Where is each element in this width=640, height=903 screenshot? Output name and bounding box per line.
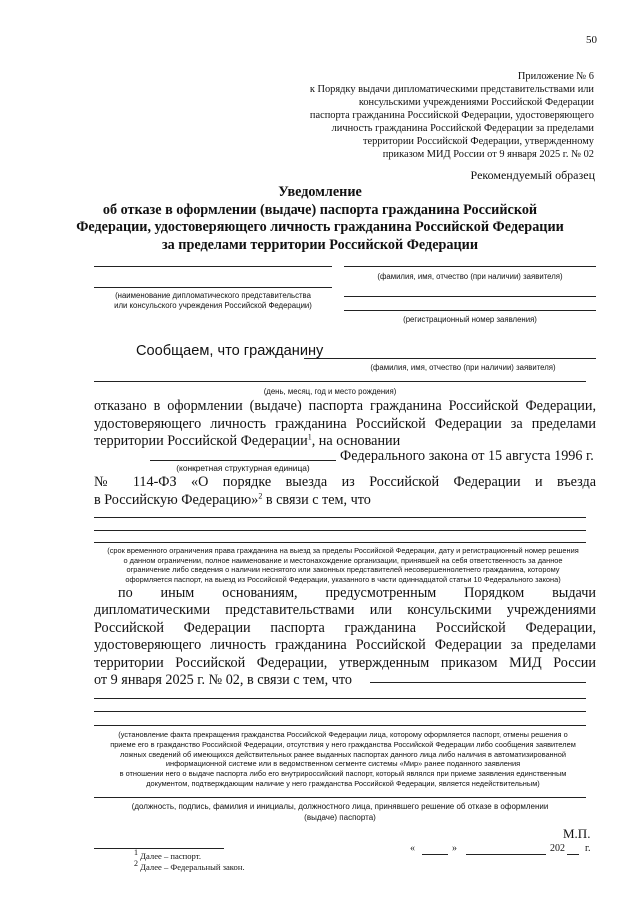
- date-year-line: [567, 854, 579, 855]
- applicant-name-caption: (фамилия, имя, отчество (при наличии) заявителя): [377, 272, 563, 281]
- refusal-paragraph: [94, 398, 596, 451]
- other-reason-line-4: [94, 725, 586, 726]
- appendix-line: приказом МИД России от 9 января 2025 г. № 02: [382, 149, 594, 160]
- appendix-line: консульскими учреждениями Российской Федерации: [358, 97, 594, 108]
- title-line: об отказе в оформлении (выдаче) паспорта гражданина Российской: [102, 201, 538, 218]
- title-line: Уведомление: [278, 184, 362, 200]
- date-open-quote: «: [410, 843, 415, 854]
- note-line: документом, подтверждающим наличие у него гражданства Российской Федерации, является недействительным): [146, 778, 540, 788]
- appendix-line: личность гражданина Российской Федерации за пределами: [331, 123, 594, 134]
- note-line: информационной системе или в ведомственном сегменте системы «Мир» ранее поданного заявления: [165, 759, 521, 769]
- note-line: о данном ограничении, полное наименование и местонахождение организации, принявшей на себя ответственность за данное: [123, 555, 563, 565]
- footnote-text: Далее – паспорт.: [138, 851, 201, 861]
- stamp-placeholder: М.П.: [563, 826, 591, 841]
- date-day-line: [422, 854, 448, 855]
- other-reason-line-2: [94, 698, 586, 699]
- citizen-name-caption: (фамилия, имя, отчество (при наличии) заявителя): [370, 363, 556, 372]
- other-grounds-last-line: от 9 января 2025 г. № 02, в связи с тем, что: [94, 672, 352, 689]
- appendix-line: паспорта гражданина Российской Федерации, удостоверяющего: [309, 110, 594, 121]
- appendix-header: [260, 70, 594, 161]
- appendix-line: к Порядку выдачи дипломатическими представительствами или: [309, 84, 594, 95]
- mission-field-line: [94, 266, 332, 267]
- other-reason-line-3: [94, 711, 586, 712]
- law-tail: в связи с тем, что: [262, 491, 371, 508]
- appendix-line: Приложение № 6: [517, 71, 594, 82]
- birth-info-line: [94, 381, 586, 382]
- document-title: [60, 184, 580, 254]
- title-line: Федерации, удостоверяющего личность гражданина Российской Федерации: [76, 219, 564, 235]
- sample-label: Рекомендуемый образец: [470, 168, 595, 182]
- refusal-tail: , на основании: [311, 433, 401, 450]
- law-last-line: [94, 492, 596, 510]
- registration-number-line: [344, 310, 596, 311]
- footnote-mark: 2: [134, 858, 138, 868]
- note-line: приеме его в гражданство Российской Федерации, отсутствия у него гражданства Российской Федерации либо сообщения заявителем: [110, 739, 576, 749]
- title-line: за пределами территории Российской Федерации: [161, 236, 479, 253]
- mission-caption-line: или консульского учреждения Российской Федерации): [114, 300, 312, 310]
- note-line: (установление факта прекращения гражданства Российской Федерации лица, которому оформляется паспорт, отмены решения о: [118, 730, 568, 739]
- citizen-name-line: [304, 358, 596, 359]
- birth-info-caption: (день, месяц, год и место рождения): [263, 387, 397, 396]
- reason-line-1: [94, 517, 586, 518]
- date-year: 202: [550, 843, 565, 854]
- law-line: № 114-ФЗ «О порядке выезда из Российской Федерации и въезда: [94, 474, 596, 490]
- inform-text: Сообщаем, что гражданину: [136, 343, 324, 359]
- official-caption-line: (выдаче) паспорта): [304, 812, 376, 822]
- applicant-name-line: [344, 266, 596, 267]
- registration-caption: (регистрационный номер заявления): [403, 315, 537, 324]
- mission-caption: [94, 291, 332, 310]
- law-paragraph: [94, 474, 596, 509]
- applicant-name-line-2: [344, 296, 596, 297]
- other-grounds-line: дипломатическими представительствами или консульскими учреждениями: [94, 602, 596, 619]
- other-grounds-paragraph: [94, 585, 596, 689]
- footnote-2: [134, 858, 245, 873]
- date-suffix: г.: [585, 843, 591, 854]
- date-field: [410, 843, 600, 857]
- appendix-line: территории Российской Федерации, утвержденному: [362, 136, 594, 147]
- other-grounds-line: удостоверяющего личность гражданина Российской Федерации за пределами: [94, 637, 596, 654]
- footnote-text: Далее – Федеральный закон.: [138, 861, 245, 872]
- refusal-line: удостоверяющего личность гражданина Российской Федерации за пределами: [94, 415, 596, 432]
- date-close-quote: »: [452, 843, 457, 854]
- law-name: в Российскую Федерацию»: [94, 491, 259, 508]
- footnote-1: [134, 848, 245, 862]
- mission-field-line-2: [94, 287, 332, 288]
- note-line: (срок временного ограничения права гражданина на выезд за пределы Российской Федерации, дату и регистрационный номер решения: [107, 546, 579, 555]
- reason-line-2: [94, 530, 586, 531]
- other-reason-line: [370, 682, 586, 683]
- other-grounds-line: территории Российской Федерации, утвержденным приказом МИД России: [94, 654, 596, 671]
- official-signature-line: [94, 797, 586, 798]
- restriction-note: [88, 546, 598, 584]
- structural-unit-caption: (конкретная структурная единица): [176, 463, 310, 473]
- refusal-last-text: территории Российской Федерации: [94, 433, 308, 450]
- note-line: оформляется паспорт, на выезд из Российской Федерации, указанного в части одиннадцатой статьи 10 Федерального закона): [125, 574, 561, 584]
- footnote-ref-2: 2: [258, 490, 263, 500]
- mission-caption-line: (наименование дипломатического представительства: [115, 291, 311, 300]
- refusal-line: отказано в оформлении (выдаче) паспорта гражданина Российской Федерации,: [94, 398, 596, 414]
- footnote-ref-1: 1: [307, 432, 312, 442]
- footnote-separator: [94, 848, 224, 849]
- reason-line-3: [94, 542, 586, 543]
- footnotes: [134, 848, 245, 872]
- law-text: Федерального закона от 15 августа 1996 г.: [340, 448, 594, 464]
- citizenship-note: [88, 730, 598, 789]
- footnote-mark: 1: [134, 848, 138, 858]
- other-grounds-line: Российской Федерации паспорта гражданина Российской Федерации,: [94, 619, 596, 636]
- official-caption: [94, 802, 586, 823]
- structural-unit-line: [150, 460, 336, 461]
- note-line: в отношении него о выдаче паспорта либо его внутрироссийский паспорт, который являлся при приеме заявления единственным: [119, 769, 567, 779]
- page-number: 50: [586, 34, 597, 46]
- other-grounds-line: по иным основаниям, предусмотренным Порядком выдачи: [118, 585, 596, 601]
- note-line: ложных сведений об имеющихся действительных ранее выданных паспортах данного лица либо наличия в автоматизированной: [120, 749, 566, 759]
- date-month-line: [466, 854, 546, 855]
- note-line: ограничение либо сведения о наличии неснятого или законных представителей несовершеннолетнего гражданина, которому: [126, 565, 560, 575]
- official-caption-line: (должность, подпись, фамилия и инициалы, должностного лица, принявшего решение об отказе в оформлении: [131, 802, 549, 811]
